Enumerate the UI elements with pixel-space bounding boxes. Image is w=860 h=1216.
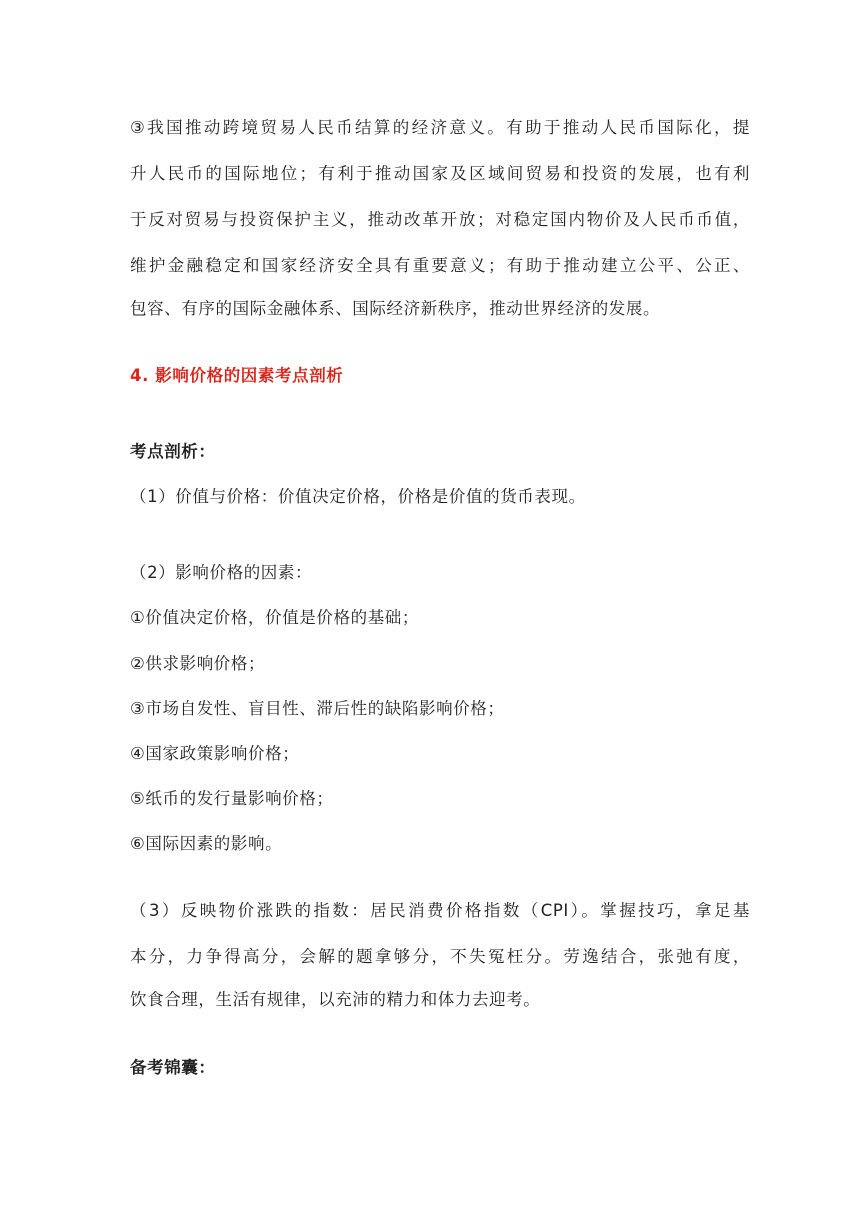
factor-item: ④国家政策影响价格；: [130, 744, 300, 763]
tips-label: 备考锦囊：: [130, 1058, 216, 1077]
paragraph-line: 包容、有序的国际金融体系、国际经济新秩序，推动世界经济的发展。: [130, 299, 661, 318]
factor-item: ⑤纸币的发行量影响价格；: [130, 789, 334, 808]
factor-item: ⑥国际因素的影响。: [130, 834, 283, 853]
paragraph-line: 于反对贸易与投资保护主义，推动改革开放；对稳定国内物价及人民币币值，: [130, 210, 750, 229]
paragraph-line: ③我国推动跨境贸易人民币结算的经济意义。有助于推动人民币国际化，提: [130, 118, 750, 137]
factor-item: ①价值决定价格，价值是价格的基础；: [130, 608, 419, 627]
paragraph-line: 维护金融稳定和国家经济安全具有重要意义；有助于推动建立公平、公正、: [130, 256, 750, 275]
factor-item: ③市场自发性、盲目性、滞后性的缺陷影响价格；: [130, 699, 505, 718]
item-3-line: 本分，力争得高分，会解的题拿够分，不失冤枉分。劳逸结合，张弛有度，: [130, 947, 750, 966]
item-3-line: 饮食合理，生活有规律，以充沛的精力和体力去迎考。: [130, 990, 541, 1009]
item-3-line: （3）反映物价涨跌的指数：居民消费价格指数（CPI）。掌握技巧，拿足基: [130, 901, 750, 920]
factor-item: ②供求影响价格；: [130, 654, 266, 673]
analysis-label: 考点剖析：: [130, 442, 216, 461]
item-1: （1）价值与价格：价值决定价格，价格是价值的货币表现。: [130, 487, 586, 506]
paragraph-line: 升人民币的国际地位；有利于推动国家及区域间贸易和投资的发展，也有利: [130, 164, 750, 183]
item-2-title: （2）影响价格的因素：: [130, 563, 313, 582]
section-heading: 4. 影响价格的因素考点剖析: [130, 366, 344, 385]
